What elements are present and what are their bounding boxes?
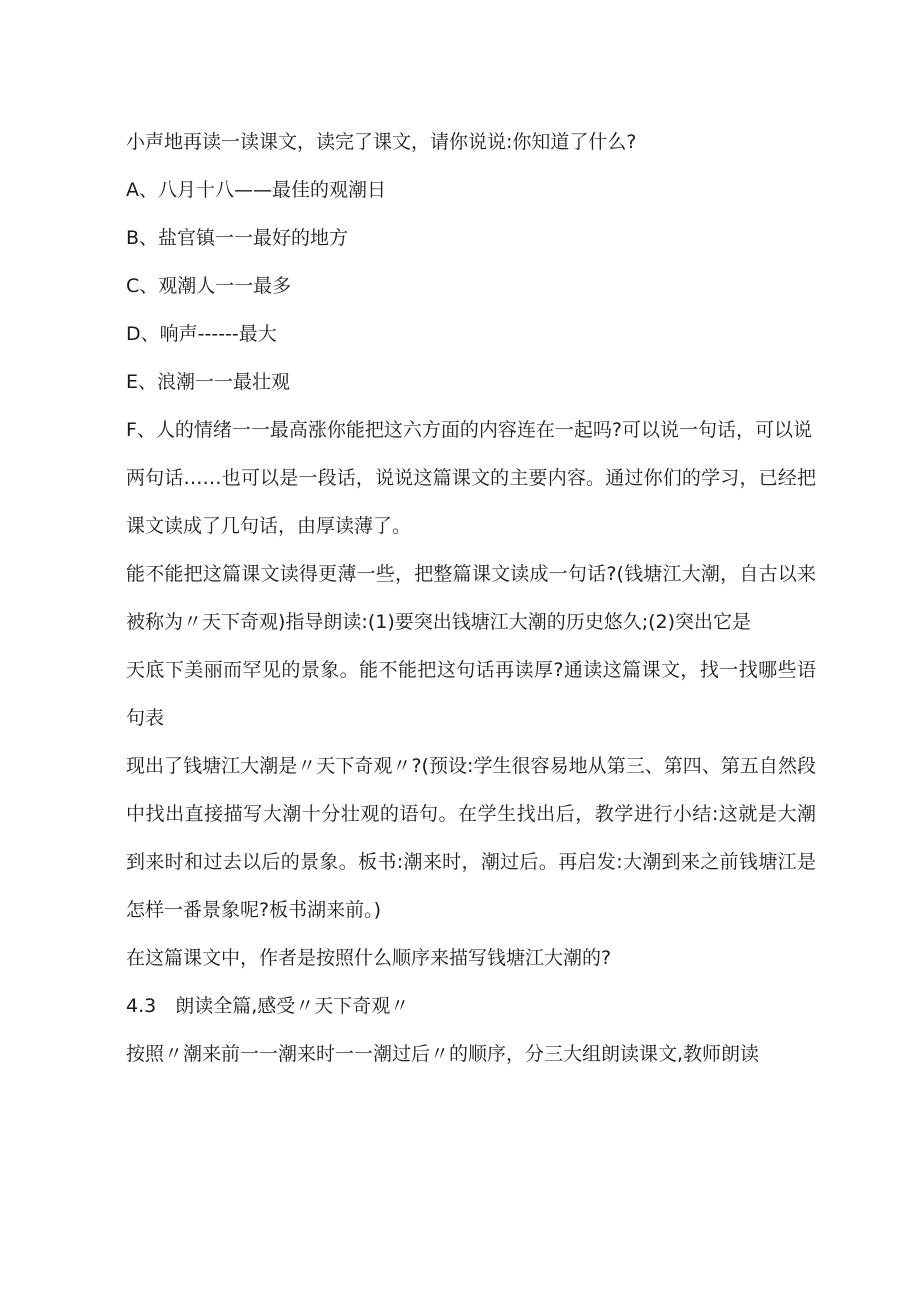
list-item-b: B、盐官镇一一最好的地方 <box>126 227 349 249</box>
paragraph-wonder-presets: 现出了钱塘江大潮是〃天下奇观〃?(预设:学生很容易地从第三、第四、第五自然段中找出直接描写大潮十分壮观的语句。在学生找出后，教学进行小结:这就是大潮到来时和过去以后的景象。板书:潮来时，潮过后。再启发:大潮到来之前钱塘江是怎样一番景象呢?板书湖来前。) <box>126 755 816 921</box>
list-item-d: D、响声------最大 <box>126 323 277 345</box>
paragraph-intro-question: 小声地再读一读课文，读完了课文，请你说说:你知道了什么? <box>126 131 637 153</box>
list-item-a: A、八月十八——最佳的观潮日 <box>126 179 386 201</box>
paragraph-order-question: 在这篇课文中，作者是按照什么顺序来描写钱塘江大潮的? <box>126 947 612 969</box>
paragraph-one-sentence: 能不能把这篇课文读得更薄一些，把整篇课文读成一句话?(钱塘江大潮，自古以来被称为〃天下奇观)指导朗读:(1)要突出钱塘江大潮的历史悠久;(2)突出它是 <box>126 563 816 633</box>
section-heading-4-3: 4.3 朗读全篇,感受〃天下奇观〃 <box>126 995 410 1017</box>
paragraph-summary: 两句话……也可以是一段话，说说这篇课文的主要内容。通过你们的学习，已经把课文读成了几句话，由厚读薄了。 <box>126 467 816 537</box>
list-item-f: F、人的情绪一一最高涨你能把这六方面的内容连在一起吗?可以说一句话，可以说 <box>126 419 813 441</box>
paragraph-rare-scene: 天底下美丽而罕见的景象。能不能把这句话再读厚?通读这篇课文，找一找哪些语句表 <box>126 659 816 729</box>
document-body <box>126 118 816 1078</box>
list-item-c: C、观潮人一一最多 <box>126 275 292 297</box>
paragraph-reading-order: 按照〃潮来前一一潮来时一一潮过后〃的顺序，分三大组朗读课文,教师朗读 <box>126 1043 760 1065</box>
list-item-e: E、浪潮一一最壮观 <box>126 371 291 393</box>
